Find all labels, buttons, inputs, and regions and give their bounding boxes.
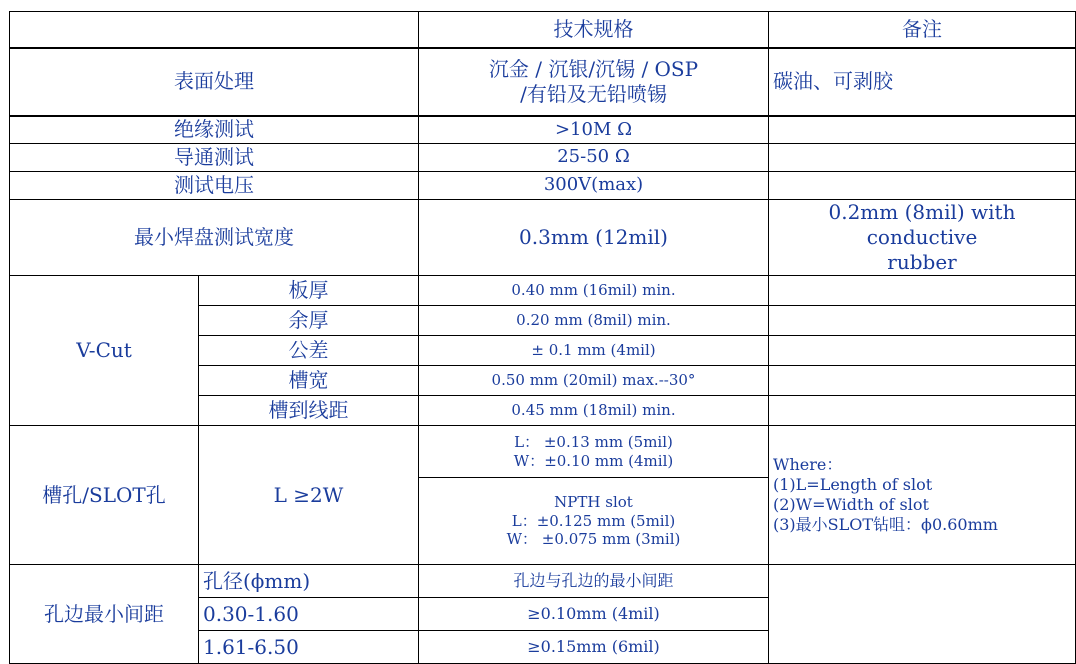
- header-spec: 技术规格: [419, 12, 769, 48]
- hole-spacing-row-name: 0.30-1.60: [199, 598, 419, 631]
- voltage-note: [769, 172, 1076, 200]
- vcut-row-name: 公差: [199, 336, 419, 366]
- vcut-row-spec: 0.50 mm (20mil) max.--30°: [419, 366, 769, 396]
- insulation-row: [10, 116, 1076, 144]
- pad-width-label: 最小焊盘测试宽度: [10, 200, 419, 276]
- header-note: 备注: [769, 12, 1076, 48]
- slot-label: 槽孔/SLOT孔: [10, 426, 199, 565]
- surface-note: 碳油、可剥胶: [769, 48, 1076, 116]
- surface-label: 表面处理: [10, 48, 419, 116]
- surface-spec-line1: 沉金 / 沉银/沉锡 / OSP: [488, 56, 699, 81]
- hole-spacing-note: [769, 565, 1076, 664]
- slot-pth-spec: [419, 426, 769, 478]
- pad-width-spec: 0.3mm (12mil): [419, 200, 769, 276]
- continuity-label: 导通测试: [10, 144, 419, 172]
- hole-spacing-head-spec: 孔边与孔边的最小间距: [419, 565, 769, 598]
- slot-note: [769, 426, 1076, 565]
- surface-spec-line2: /有铅及无铅喷锡: [520, 81, 667, 106]
- hole-spacing-row-name: 1.61-6.50: [199, 631, 419, 664]
- header-row: [10, 12, 1076, 48]
- voltage-row: [10, 172, 1076, 200]
- hole-spacing-row-spec: ≥0.10mm (4mil): [419, 598, 769, 631]
- slot-npth-line2: L：±0.125 mm (5mil): [511, 511, 676, 530]
- vcut-row-note: [769, 306, 1076, 336]
- slot-note-line4: (3)最小SLOT钻咀：ϕ0.60mm: [773, 515, 998, 534]
- continuity-note: [769, 144, 1076, 172]
- hole-spacing-label: 孔边最小间距: [10, 565, 199, 664]
- vcut-row-spec: ± 0.1 mm (4mil): [419, 336, 769, 366]
- insulation-label: 绝缘测试: [10, 116, 419, 144]
- vcut-row-spec: 0.20 mm (8mil) min.: [419, 306, 769, 336]
- vcut-row-name: 余厚: [199, 306, 419, 336]
- vcut-row: [10, 276, 1076, 306]
- spec-table: [9, 11, 1076, 664]
- pad-width-row: [10, 200, 1076, 276]
- vcut-row-note: [769, 396, 1076, 426]
- vcut-row-note: [769, 276, 1076, 306]
- surface-row: [10, 48, 1076, 116]
- hole-spacing-row: [10, 565, 1076, 598]
- slot-note-line2: (1)L=Length of slot: [773, 475, 933, 494]
- slot-npth-line1: NPTH slot: [554, 492, 633, 511]
- hole-spacing-head-name: 孔径(ϕmm): [199, 565, 419, 598]
- slot-npth-line3: W： ±0.075 mm (3mil): [506, 530, 681, 549]
- vcut-row-name: 槽到线距: [199, 396, 419, 426]
- voltage-spec: 300V(max): [419, 172, 769, 200]
- vcut-label: V-Cut: [10, 276, 199, 426]
- slot-pth-line1: L： ±0.13 mm (5mil): [514, 432, 673, 451]
- vcut-row-note: [769, 336, 1076, 366]
- slot-rule: L ≥2W: [199, 426, 419, 565]
- continuity-spec: 25-50 Ω: [419, 144, 769, 172]
- vcut-row-note: [769, 366, 1076, 396]
- vcut-row-name: 槽宽: [199, 366, 419, 396]
- slot-row: [10, 426, 1076, 478]
- voltage-label: 测试电压: [10, 172, 419, 200]
- slot-pth-line2: W：±0.10 mm (4mil): [513, 451, 674, 470]
- hole-spacing-row-spec: ≥0.15mm (6mil): [419, 631, 769, 664]
- insulation-spec: >10M Ω: [419, 116, 769, 144]
- vcut-row-spec: 0.40 mm (16mil) min.: [419, 276, 769, 306]
- pad-width-note-line1: 0.2mm (8mil) with conductive: [828, 200, 1016, 249]
- slot-npth-spec: [419, 478, 769, 565]
- pad-width-note-line2: rubber: [887, 250, 957, 274]
- slot-note-line1: Where：: [773, 455, 843, 474]
- vcut-row-spec: 0.45 mm (18mil) min.: [419, 396, 769, 426]
- header-empty-cell: [10, 12, 419, 48]
- pad-width-note: [769, 200, 1076, 276]
- vcut-row-name: 板厚: [199, 276, 419, 306]
- continuity-row: [10, 144, 1076, 172]
- surface-spec: [419, 48, 769, 116]
- insulation-note: [769, 116, 1076, 144]
- slot-note-line3: (2)W=Width of slot: [773, 495, 929, 514]
